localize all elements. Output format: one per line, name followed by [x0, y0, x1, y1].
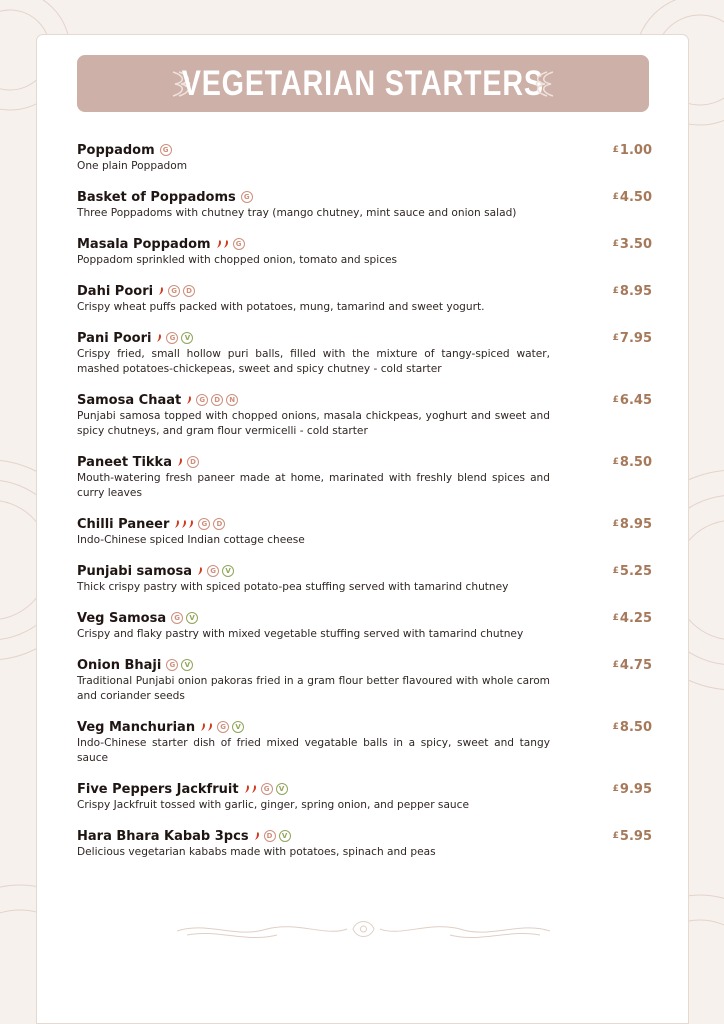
dietary-badge-d: D	[183, 285, 195, 297]
chili-icon	[156, 333, 162, 343]
footer-ornament-icon	[177, 917, 550, 941]
price-amount: 9.95	[619, 781, 652, 797]
menu-item-name: Masala Poppadom	[77, 236, 211, 252]
currency-symbol: £	[612, 831, 619, 841]
chili-icon	[251, 784, 257, 794]
menu-item-price	[613, 453, 652, 471]
menu-item	[77, 718, 650, 766]
menu-item-header	[77, 235, 650, 253]
menu-item-name: Five Peppers Jackfruit	[77, 781, 239, 797]
chili-icon	[158, 286, 164, 296]
menu-item-description: Delicious vegetarian kababs made with potatoes, spinach and peas	[77, 846, 436, 858]
price-amount: 4.75	[619, 657, 652, 673]
menu-item-price	[613, 827, 652, 845]
dietary-badge-g: G	[207, 565, 219, 577]
menu-item-description: Crispy and flaky pastry with mixed vegetable stuffing served with tamarind chutney	[77, 628, 524, 640]
menu-item	[77, 562, 650, 595]
currency-symbol: £	[612, 145, 619, 155]
menu-item-name: Chilli Paneer	[77, 516, 170, 532]
currency-symbol: £	[612, 519, 619, 529]
price-amount: 6.45	[619, 392, 652, 408]
menu-item-name: Samosa Chaat	[77, 392, 182, 408]
dietary-badge-d: D	[213, 518, 225, 530]
dietary-badge-g: G	[168, 285, 180, 297]
menu-item-header	[77, 656, 650, 674]
menu-item	[77, 282, 650, 315]
menu-item-price	[613, 141, 652, 159]
menu-item-name: Dahi Poori	[77, 283, 154, 299]
menu-item-header	[77, 780, 650, 798]
section-banner	[77, 55, 649, 112]
menu-item	[77, 235, 650, 268]
menu-item-description: Traditional Punjabi onion pakoras fried in a gram flour better flavoured with whole carom and coriander seeds	[77, 675, 550, 702]
dietary-badge-v: V	[232, 721, 244, 733]
menu-item	[77, 827, 650, 860]
price-amount: 8.95	[619, 516, 652, 532]
currency-symbol: £	[612, 660, 619, 670]
chili-icon	[197, 566, 203, 576]
dietary-badge-g: G	[261, 783, 273, 795]
chili-icon	[244, 784, 250, 794]
menu-item-description: Indo-Chinese spiced Indian cottage cheese	[77, 534, 305, 546]
price-amount: 3.50	[619, 236, 652, 252]
chili-icon	[254, 831, 260, 841]
menu-item-header	[77, 515, 650, 533]
currency-symbol: £	[612, 722, 619, 732]
menu-item-name: Basket of Poppadoms	[77, 189, 236, 205]
currency-symbol: £	[612, 566, 619, 576]
menu-item	[77, 656, 650, 704]
menu-item-header	[77, 562, 650, 580]
spice-level	[200, 722, 214, 732]
menu-item	[77, 188, 650, 221]
menu-item-header	[77, 391, 650, 409]
menu-item-price	[613, 656, 652, 674]
dietary-badge-g: G	[196, 394, 208, 406]
menu-item-price	[613, 329, 652, 347]
chili-icon	[181, 519, 187, 529]
price-amount: 7.95	[619, 330, 652, 346]
currency-symbol: £	[612, 286, 619, 296]
menu-item-header	[77, 718, 650, 736]
menu-item-name: Paneet Tikka	[77, 454, 172, 470]
dietary-badge-g: G	[166, 659, 178, 671]
dietary-badge-d: D	[264, 830, 276, 842]
menu-item-price	[613, 188, 652, 206]
menu-item-name: Hara Bhara Kabab 3pcs	[77, 828, 249, 844]
dietary-badge-n: N	[226, 394, 238, 406]
currency-symbol: £	[612, 239, 619, 249]
menu-item	[77, 141, 650, 174]
spice-level	[177, 457, 184, 467]
menu-item-header	[77, 609, 650, 627]
price-amount: 5.95	[619, 828, 652, 844]
page-title: VEGETARIAN STARTERS	[181, 63, 545, 103]
spice-level	[254, 831, 261, 841]
dietary-badge-g: G	[171, 612, 183, 624]
price-amount: 8.50	[619, 719, 652, 735]
menu-item-price	[613, 562, 652, 580]
menu-item-description: Three Poppadoms with chutney tray (mango chutney, mint sauce and onion salad)	[77, 207, 517, 219]
price-amount: 8.50	[619, 454, 652, 470]
menu-item-description: Crispy fried, small hollow puri balls, filled with the mixture of tangy-spiced water, mashed potatoes-chickepeas, sweet and spicy chutney - cold starter	[77, 348, 550, 375]
menu-item-name: Poppadom	[77, 142, 155, 158]
menu-item-price	[613, 391, 652, 409]
menu-item	[77, 515, 650, 548]
menu-item-name: Veg Samosa	[77, 610, 167, 626]
menu-item-description: Poppadom sprinkled with chopped onion, tomato and spices	[77, 254, 398, 266]
dietary-badge-v: V	[181, 659, 193, 671]
currency-symbol: £	[612, 333, 619, 343]
menu-item-name: Pani Poori	[77, 330, 152, 346]
menu-item-description: One plain Poppadom	[77, 160, 188, 172]
menu-item-header	[77, 453, 650, 471]
price-amount: 8.95	[619, 283, 652, 299]
chili-icon	[207, 722, 213, 732]
menu-item-header	[77, 282, 650, 300]
menu-item-price	[613, 515, 652, 533]
currency-symbol: £	[612, 613, 619, 623]
dietary-badge-v: V	[186, 612, 198, 624]
price-amount: 5.25	[619, 563, 652, 579]
chili-icon	[200, 722, 206, 732]
menu-item	[77, 780, 650, 813]
menu-item-description: Crispy Jackfruit tossed with garlic, ginger, spring onion, and pepper sauce	[77, 799, 469, 811]
menu-item-header	[77, 827, 650, 845]
menu-item-name: Veg Manchurian	[77, 719, 196, 735]
menu-item-price	[613, 780, 652, 798]
dietary-badge-g: G	[166, 332, 178, 344]
menu-item-header	[77, 141, 650, 159]
dietary-badge-v: V	[279, 830, 291, 842]
menu-item-price	[613, 609, 652, 627]
dietary-badge-v: V	[222, 565, 234, 577]
dietary-badge-d: D	[211, 394, 223, 406]
menu-item-header	[77, 329, 650, 347]
price-amount: 1.00	[619, 142, 652, 158]
spice-level	[156, 333, 163, 343]
chili-icon	[174, 519, 180, 529]
price-amount: 4.50	[619, 189, 652, 205]
chili-icon	[177, 457, 183, 467]
menu-item	[77, 453, 650, 501]
chili-icon	[223, 239, 229, 249]
price-amount: 4.25	[619, 610, 652, 626]
menu-item-name: Punjabi samosa	[77, 563, 193, 579]
menu-item-price	[613, 235, 652, 253]
menu-item-name: Onion Bhaji	[77, 657, 162, 673]
dietary-badge-g: G	[217, 721, 229, 733]
menu-item	[77, 329, 650, 377]
dietary-badge-g: G	[160, 144, 172, 156]
dietary-badge-g: G	[233, 238, 245, 250]
spice-level	[174, 519, 195, 529]
menu-item	[77, 391, 650, 439]
menu-item-header	[77, 188, 650, 206]
chili-icon	[216, 239, 222, 249]
right-ornament-icon	[531, 68, 559, 100]
dietary-badge-v: V	[181, 332, 193, 344]
currency-symbol: £	[612, 457, 619, 467]
menu-card	[36, 34, 689, 1024]
dietary-badge-g: G	[198, 518, 210, 530]
chili-icon	[188, 519, 194, 529]
menu-item-price	[613, 282, 652, 300]
menu-item	[77, 609, 650, 642]
dietary-badge-g: G	[241, 191, 253, 203]
spice-level	[197, 566, 204, 576]
spice-level	[186, 395, 193, 405]
currency-symbol: £	[612, 192, 619, 202]
spice-level	[244, 784, 258, 794]
menu-item-description: Mouth-watering fresh paneer made at home, marinated with freshly blend spices and curry leaves	[77, 472, 550, 499]
currency-symbol: £	[612, 395, 619, 405]
dietary-badge-v: V	[276, 783, 288, 795]
menu-item-description: Indo-Chinese starter dish of fried mixed vegatable balls in a spicy, sweet and tangy sauce	[77, 737, 550, 764]
spice-level	[158, 286, 165, 296]
dietary-badge-d: D	[187, 456, 199, 468]
menu-item-description: Thick crispy pastry with spiced potato-pea stuffing served with tamarind chutney	[77, 581, 509, 593]
menu-item-price	[613, 718, 652, 736]
spice-level	[216, 239, 230, 249]
chili-icon	[186, 395, 192, 405]
menu-item-description: Crispy wheat puffs packed with potatoes, mung, tamarind and sweet yogurt.	[77, 301, 485, 313]
menu-item-description: Punjabi samosa topped with chopped onions, masala chickpeas, yoghurt and sweet and spicy chutneys, and gram flour vermicelli - cold starter	[77, 410, 550, 437]
currency-symbol: £	[612, 784, 619, 794]
